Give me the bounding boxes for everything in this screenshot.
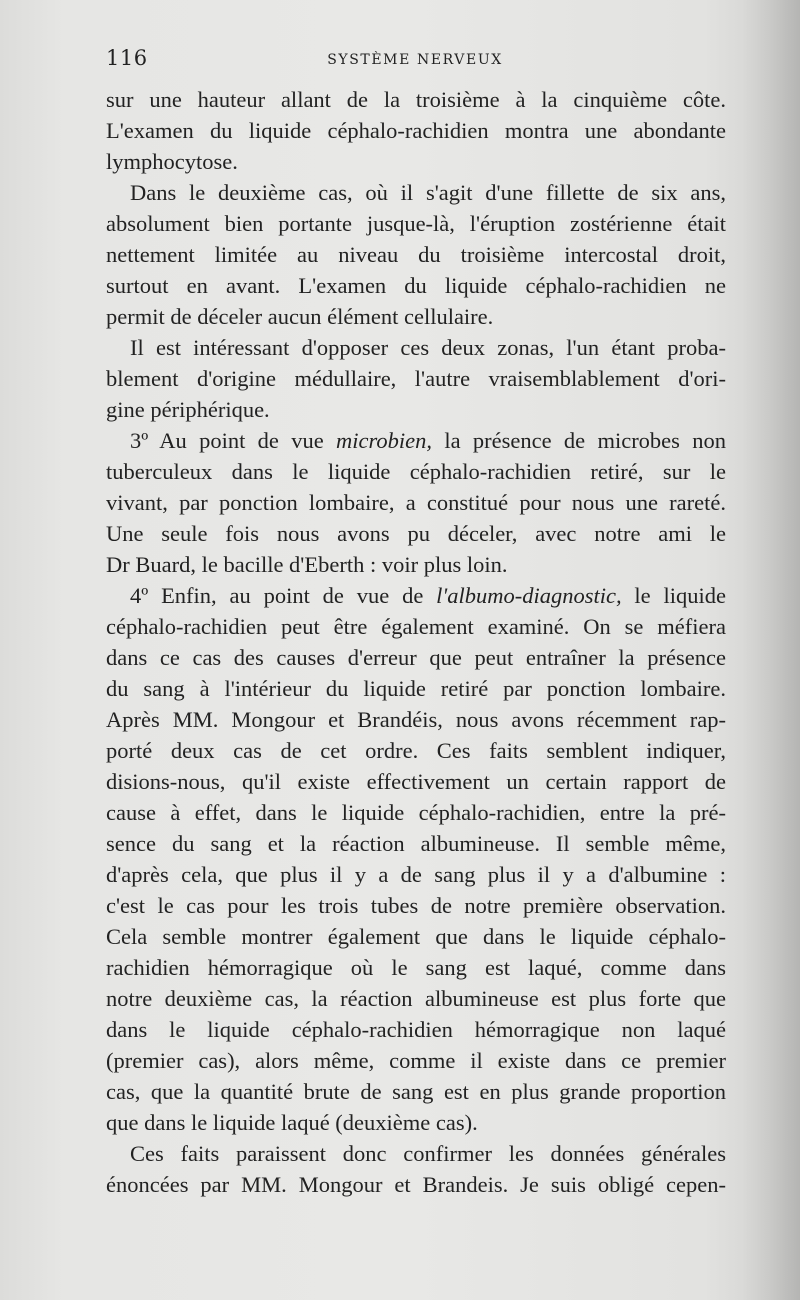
- paragraph-6: [106, 1138, 726, 1200]
- text-line: porté deux cas de cet ordre. Ces faits semblent indiquer,: [106, 738, 726, 763]
- text-line: du sang à l'intérieur du liquide retiré par ponction lombaire.: [106, 676, 726, 701]
- text-line: c'est le cas pour les trois tubes de notre première observation.: [106, 893, 726, 918]
- text-line: notre deuxième cas, la réaction albumineuse est plus forte que: [106, 986, 726, 1011]
- paragraph-5: [106, 580, 726, 1138]
- text-line: absolument bien portante jusque-là, l'éruption zostérienne était: [106, 211, 726, 236]
- text-line: sence du sang et la réaction albumineuse. Il semble même,: [106, 831, 726, 856]
- text-line: Une seule fois nous avons pu déceler, avec notre ami le: [106, 521, 726, 546]
- text-line: cas, que la quantité brute de sang est en plus grande proportion: [106, 1079, 726, 1104]
- text-line: [106, 580, 726, 611]
- text-line: disions-nous, qu'il existe effectivement un certain rapport de: [106, 769, 726, 794]
- text-line: blement d'origine médullaire, l'autre vraisemblablement d'ori-: [106, 366, 726, 391]
- running-head: SYSTÈME NERVEUX: [327, 52, 503, 68]
- text-line: rachidien hémorragique où le sang est laqué, comme dans: [106, 955, 726, 980]
- text-line: Cela semble montrer également que dans le liquide céphalo-: [106, 924, 726, 949]
- text-line: surtout en avant. L'examen du liquide céphalo-rachidien ne: [106, 273, 726, 298]
- page-gutter-shadow: [742, 0, 800, 1300]
- text-run: 3º Au point de vue: [130, 428, 337, 453]
- text-line: lymphocytose.: [106, 149, 238, 174]
- paragraph-3: [106, 332, 726, 425]
- italic-term: l'albumo-diagnostic,: [436, 583, 622, 608]
- text-line: énoncées par MM. Mongour et Brandeis. Je suis obligé cepen-: [106, 1172, 726, 1197]
- text-line: gine périphérique.: [106, 397, 270, 422]
- text-run: 4º Enfin, au point de vue de: [130, 583, 437, 608]
- text-run: la présence de microbes non: [432, 428, 726, 453]
- paragraph-4: [106, 425, 726, 580]
- body-text: [106, 84, 726, 1200]
- text-line: vivant, par ponction lombaire, a constitué pour nous une rareté.: [106, 490, 726, 515]
- paragraph-1: [106, 84, 726, 177]
- text-line: d'après cela, que plus il y a de sang plus il y a d'albumine :: [106, 862, 726, 887]
- text-line: Après MM. Mongour et Brandéis, nous avons récemment rap-: [106, 707, 726, 732]
- text-line: Dans le deuxième cas, où il s'agit d'une fillette de six ans,: [130, 180, 726, 205]
- text-line: tuberculeux dans le liquide céphalo-rachidien retiré, sur le: [106, 459, 726, 484]
- text-line: nettement limitée au niveau du troisième intercostal droit,: [106, 242, 726, 267]
- text-line: Il est intéressant d'opposer ces deux zonas, l'un étant proba-: [130, 335, 726, 360]
- text-line: Ces faits paraissent donc confirmer les données générales: [130, 1141, 726, 1166]
- text-run: le liquide: [621, 583, 726, 608]
- text-line: sur une hauteur allant de la troisième à la cinquième côte.: [106, 87, 726, 112]
- page-number: 116: [106, 46, 148, 70]
- paragraph-2: [106, 177, 726, 332]
- text-line: [106, 425, 726, 456]
- text-line: que dans le liquide laqué (deuxième cas).: [106, 1110, 478, 1135]
- text-line: permit de déceler aucun élément cellulaire.: [106, 304, 494, 329]
- page-header: [106, 46, 724, 76]
- text-line: cause à effet, dans le liquide céphalo-rachidien, entre la pré-: [106, 800, 726, 825]
- text-line: (premier cas), alors même, comme il existe dans ce premier: [106, 1048, 726, 1073]
- text-line: dans ce cas des causes d'erreur que peut entraîner la présence: [106, 645, 726, 670]
- text-line: Dr Buard, le bacille d'Eberth : voir plus loin.: [106, 552, 508, 577]
- text-line: L'examen du liquide céphalo-rachidien montra une abondante: [106, 118, 726, 143]
- text-line: céphalo-rachidien peut être également examiné. On se méfiera: [106, 614, 726, 639]
- italic-term: microbien,: [336, 428, 433, 453]
- text-line: dans le liquide céphalo-rachidien hémorragique non laqué: [106, 1017, 726, 1042]
